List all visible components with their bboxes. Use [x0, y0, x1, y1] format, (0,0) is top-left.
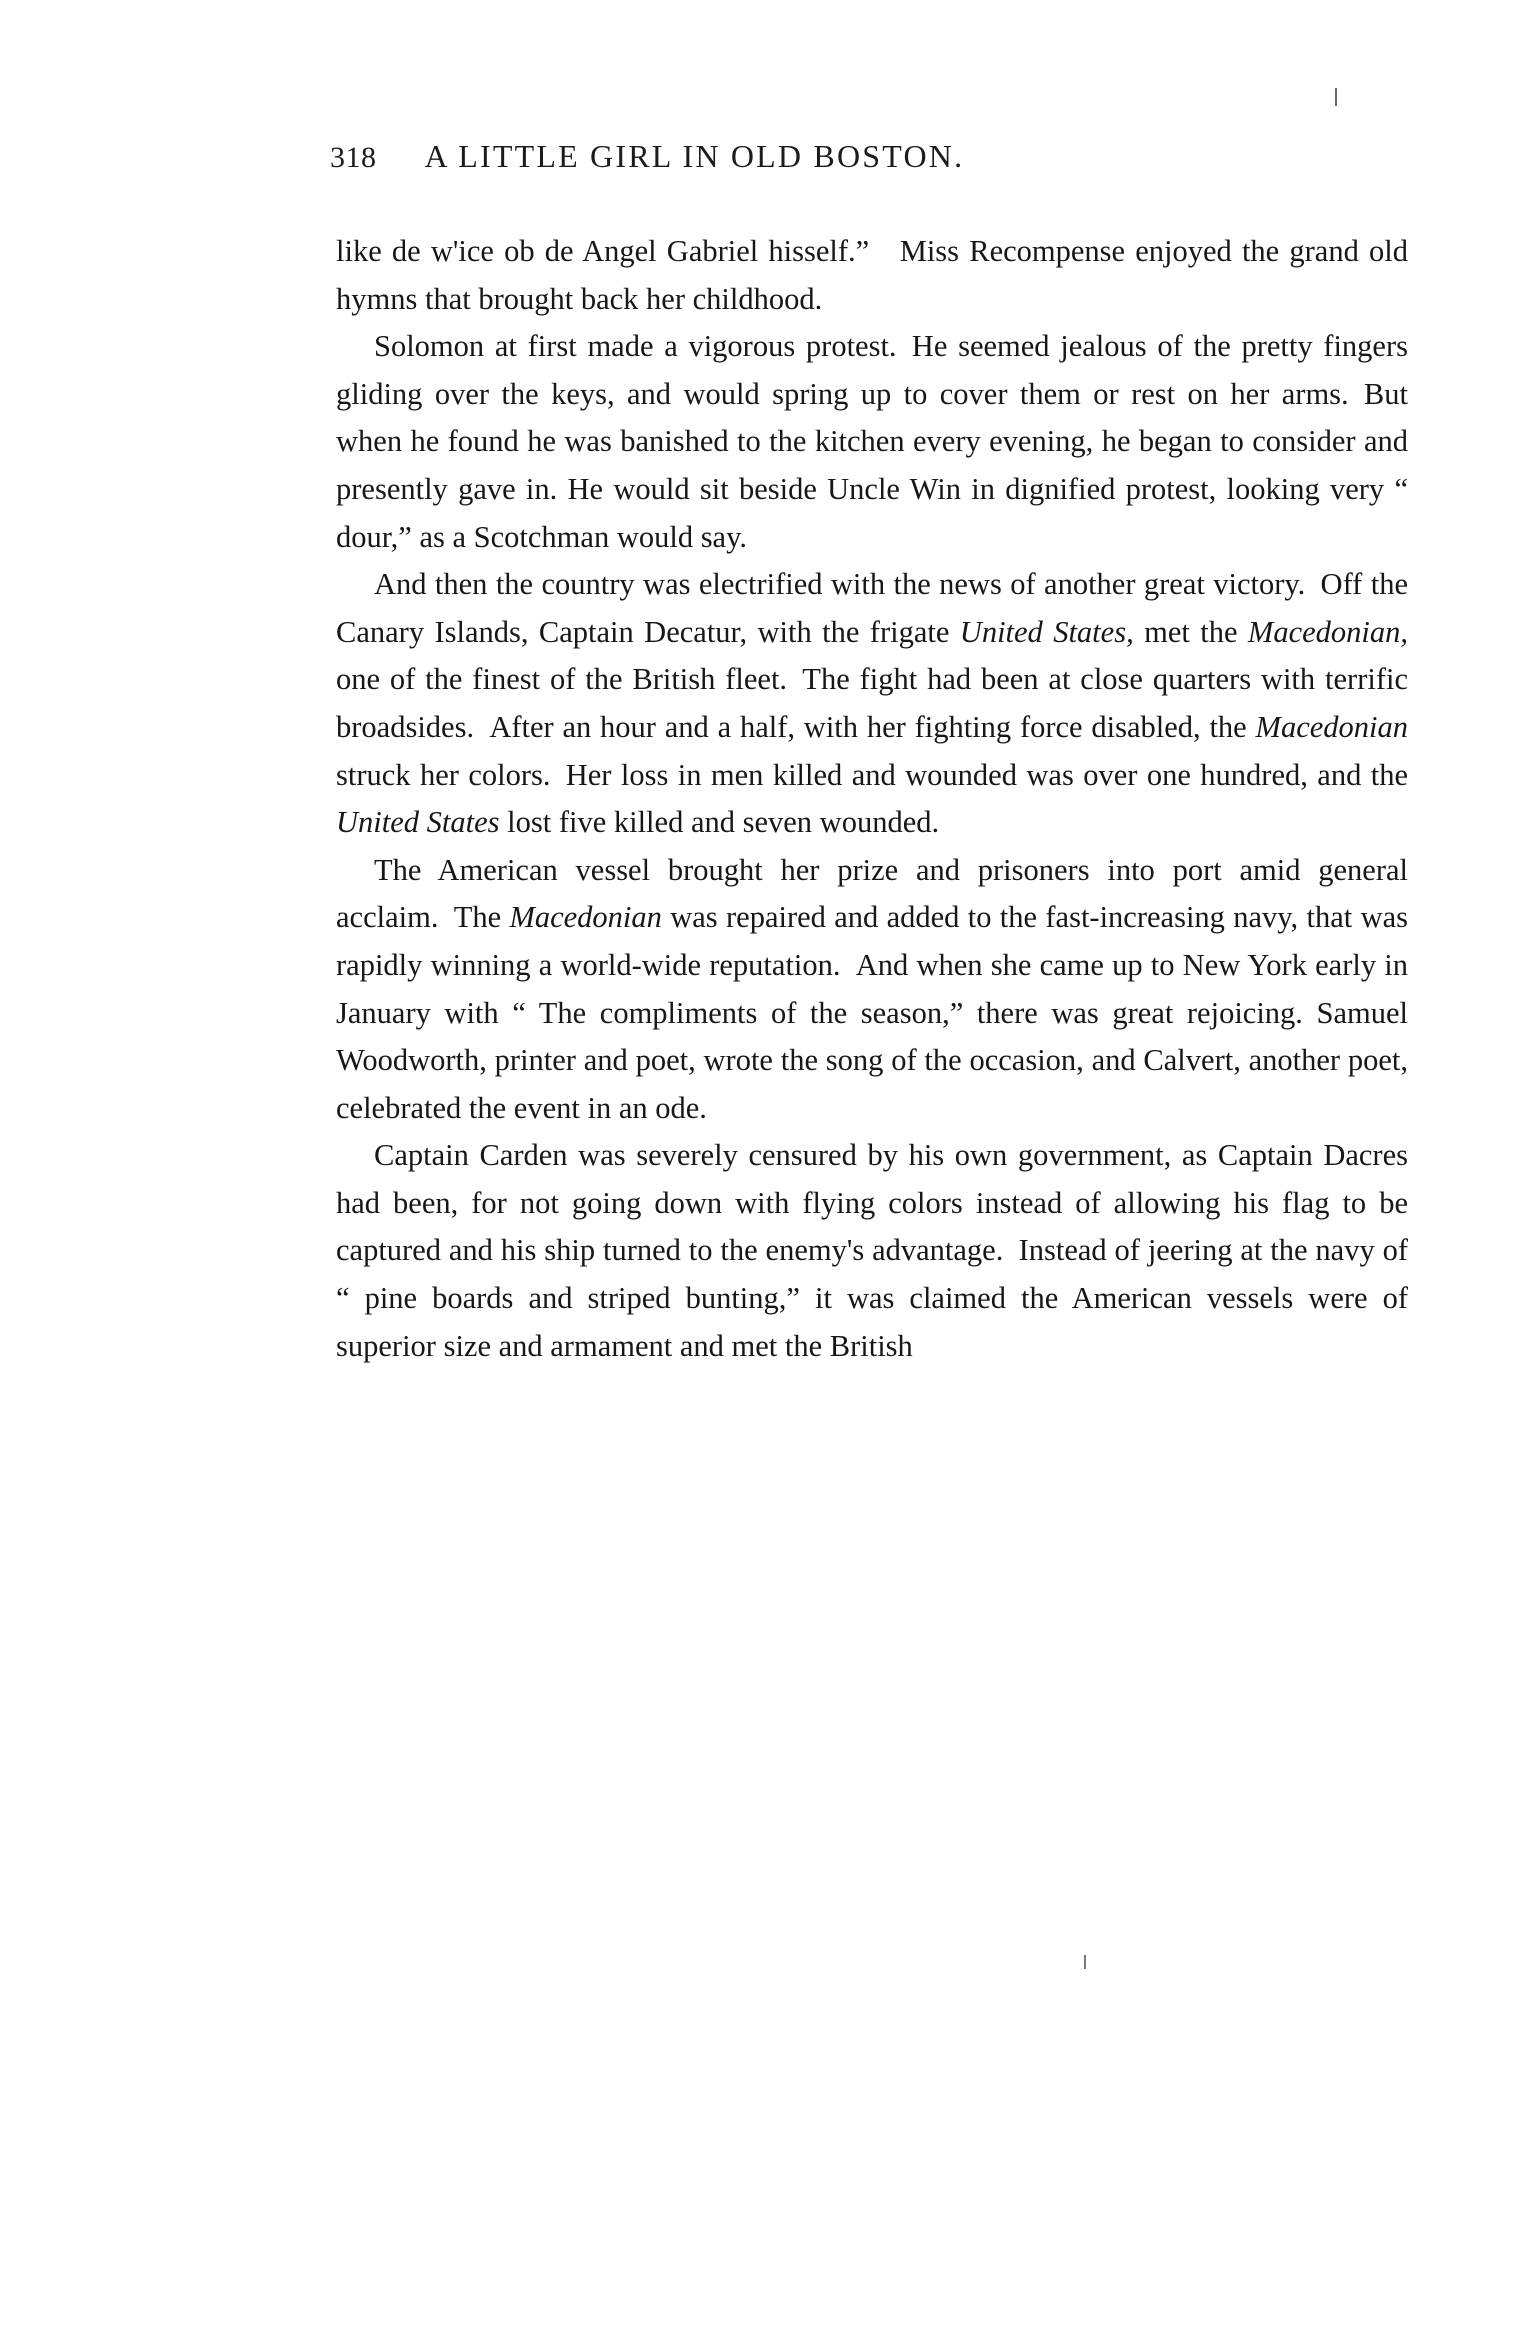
page-header — [330, 138, 1330, 175]
page-corner-mark-bottom — [1084, 1955, 1086, 1969]
body-paragraph: Solomon at first made a vigorous protest. He seemed jealous of the pretty fingers gliding over the keys, and would spring up to cover them or rest on her arms. But when he found he was banished to the kitchen every evening, he began to consider and presently gave in. He would sit beside Uncle Win in dignified protest, looking very “ dour,” as a Scotchman would say. — [336, 329, 1408, 554]
body-paragraph: And then the country was electrified with the news of another great victory. Off the Canary Islands, Captain Decatur, with the frigate United States, met the Macedonian, one of the finest of the British fleet. The fight had been at close quarters with terrific broadsides. After an hour and a half, with her fighting force disabled, the Macedonian struck her colors. Her loss in men killed and wounded was over one hundred, and the United States lost five killed and seven wounded. — [336, 567, 1409, 840]
page-body — [336, 228, 1408, 1370]
page-number: 318 — [330, 141, 377, 174]
body-paragraph: like de w'ice ob de Angel Gabriel hisself.” Miss Recompense enjoyed the grand old hymns that brought back her childhood. — [336, 234, 1408, 316]
running-title: A LITTLE GIRL IN OLD BOSTON. — [424, 138, 965, 174]
body-paragraph: Captain Carden was severely censured by his own government, as Captain Dacres had been, for not going down with flying colors instead of allowing his flag to be captured and his ship turned to the enemy's advantage. Instead of jeering at the navy of “ pine boards and striped bunting,” it was claimed the American vessels were of superior size and armament and met the British — [336, 1138, 1408, 1363]
page-corner-mark-top — [1335, 88, 1337, 106]
body-paragraph: The American vessel brought her prize and prisoners into port amid general acclaim. The Macedonian was repaired and added to the fast-increasing navy, that was rapidly winning a world-wide reputation. And when she came up to New York early in January with “ The compliments of the season,” there was great rejoicing. Samuel Woodworth, printer and poet, wrote the song of the occasion, and Calvert, another poet, celebrated the event in an ode. — [336, 852, 1408, 1125]
